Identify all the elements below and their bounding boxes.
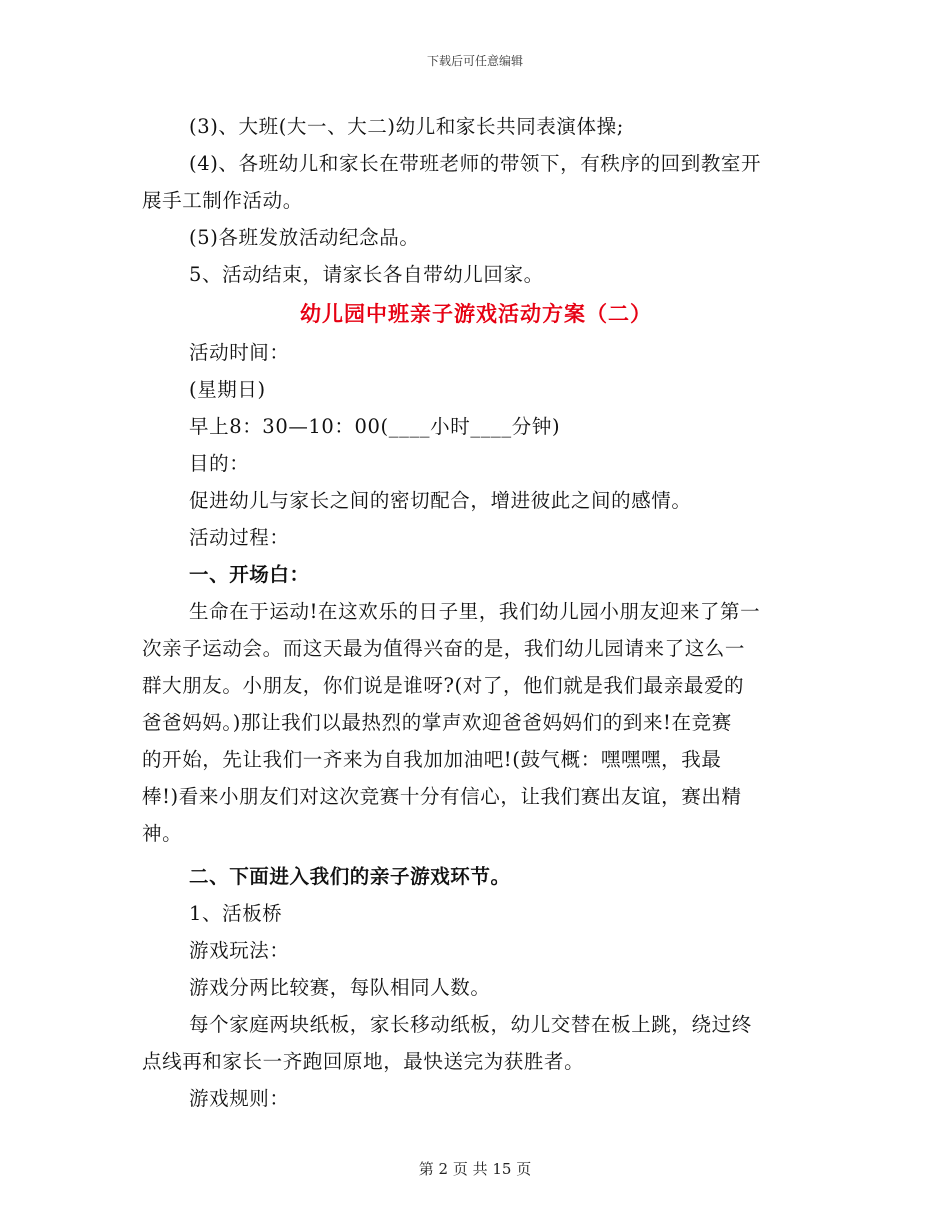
opening-paragraph-line-6: 棒!)看来小朋友们对这次竞赛十分有信心，让我们赛出友谊，赛出精 <box>142 785 742 808</box>
heading-games: 二、下面进入我们的亲子游戏环节。 <box>189 865 511 888</box>
game-rules-label: 游戏玩法： <box>189 939 290 962</box>
step-4-line-1: (4)、各班幼儿和家长在带班老师的带领下，有秩序的回到教室开 <box>189 152 762 175</box>
game-rules-heading: 游戏规则： <box>189 1087 290 1110</box>
purpose-label: 目的： <box>189 452 250 475</box>
game-method-line-2: 点线再和家长一齐跑回原地，最快送完为获胜者。 <box>142 1050 585 1073</box>
game-format: 游戏分两比较赛，每队相同人数。 <box>189 976 491 999</box>
game-1-title: 1、活板桥 <box>189 902 283 925</box>
section-title: 幼儿园中班亲子游戏活动方案（二） <box>300 301 652 326</box>
page-header: 下载后可任意编辑 <box>426 54 523 68</box>
opening-paragraph-line-2: 次亲子运动会。而这天最为值得兴奋的是，我们幼儿园请来了这么一 <box>142 637 746 660</box>
activity-day: (星期日) <box>189 378 266 401</box>
opening-paragraph-line-4: 爸爸妈妈。)那让我们以最热烈的掌声欢迎爸爸妈妈们的到来!在竞赛 <box>142 711 732 734</box>
opening-paragraph-line-5: 的开始，先让我们一齐来为自我加加油吧!(鼓气概：嘿嘿嘿，我最 <box>142 748 722 771</box>
document-body <box>142 108 810 1117</box>
step-3: (3)、大班(大一、大二)幼儿和家长共同表演体操; <box>189 115 624 138</box>
step-4-line-2: 展手工制作活动。 <box>142 189 303 212</box>
activity-time-label: 活动时间： <box>189 341 290 364</box>
page-footer: 第 2 页 共 15 页 <box>418 1160 532 1178</box>
opening-paragraph-line-7: 神。 <box>142 822 183 845</box>
game-method-line-1: 每个家庭两块纸板，家长移动纸板，幼儿交替在板上跳，绕过终 <box>189 1013 752 1036</box>
process-label: 活动过程： <box>189 526 290 549</box>
step-5: (5)各班发放活动纪念品。 <box>189 226 420 249</box>
activity-end: 5、活动结束，请家长各自带幼儿回家。 <box>189 263 544 286</box>
opening-paragraph-line-1: 生命在于运动!在这欢乐的日子里，我们幼儿园小朋友迎来了第一 <box>189 600 761 623</box>
opening-paragraph-line-3: 群大朋友。小朋友，你们说是谁呀?(对了，他们就是我们最亲最爱的 <box>142 674 745 697</box>
activity-hours: 早上8：30—10：00(____小时____分钟) <box>189 415 561 438</box>
purpose-text: 促进幼儿与家长之间的密切配合，增进彼此之间的感情。 <box>189 489 692 512</box>
heading-opening: 一、开场白： <box>189 563 310 586</box>
